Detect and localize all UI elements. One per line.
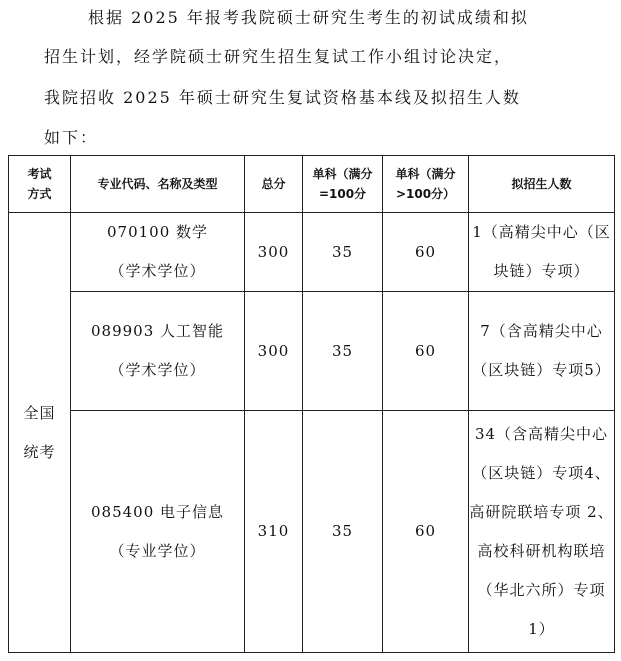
total-score-cell: 300	[245, 292, 303, 411]
intro-paragraph	[0, 0, 621, 154]
planned-enrollment-cell: 1（高精尖中心（区块链）专项）	[469, 213, 615, 292]
degree-type: （专业学位）	[109, 541, 206, 560]
major-cell	[71, 411, 245, 653]
single-subject-100-cell: 35	[303, 292, 383, 411]
table-row	[9, 411, 615, 653]
degree-type: （学术学位）	[109, 361, 206, 379]
single-subject-100-cell: 35	[303, 411, 383, 653]
degree-type: （学术学位）	[109, 262, 206, 280]
header-single-subject-over-100: 单科（满分>100分）	[383, 156, 469, 213]
header-total-score: 总分	[245, 156, 303, 213]
major-name: 085400 电子信息	[90, 502, 225, 521]
table-row	[9, 213, 615, 292]
total-score-cell: 300	[245, 213, 303, 292]
header-major: 专业代码、名称及类型	[71, 156, 245, 213]
intro-line-1: 根据 2025 年报考我院硕士研究生考生的初试成绩和拟	[88, 8, 529, 27]
intro-line-4: 如下：	[44, 128, 99, 147]
single-subject-over-100-cell: 60	[383, 411, 469, 653]
header-planned-enrollment: 拟招生人数	[469, 156, 615, 213]
single-subject-over-100-cell: 60	[383, 213, 469, 292]
table-row	[9, 292, 615, 411]
admission-quota-table	[8, 155, 615, 653]
major-cell	[71, 213, 245, 292]
exam-method-cell: 全国统考	[9, 213, 71, 653]
table-header-row	[9, 156, 615, 213]
planned-enrollment-cell: 34（含高精尖中心（区块链）专项4、高研院联培专项 2、高校科研机构联培（华北六所）专项 1）	[469, 411, 615, 653]
single-subject-over-100-cell: 60	[383, 292, 469, 411]
planned-enrollment-cell: 7（含高精尖中心（区块链）专项5）	[469, 292, 615, 411]
major-name: 070100 数学	[106, 223, 209, 241]
single-subject-100-cell: 35	[303, 213, 383, 292]
intro-line-2: 招生计划，经学院硕士研究生招生复试工作小组讨论决定，	[44, 47, 513, 66]
header-single-subject-100: 单科（满分=100分	[303, 156, 383, 213]
total-score-cell: 310	[245, 411, 303, 653]
intro-line-3: 我院招收 2025 年硕士研究生复试资格基本线及拟招生人数	[44, 88, 521, 107]
header-exam-method: 考试方式	[9, 156, 71, 213]
major-name: 089903 人工智能	[90, 322, 225, 340]
major-cell	[71, 292, 245, 411]
